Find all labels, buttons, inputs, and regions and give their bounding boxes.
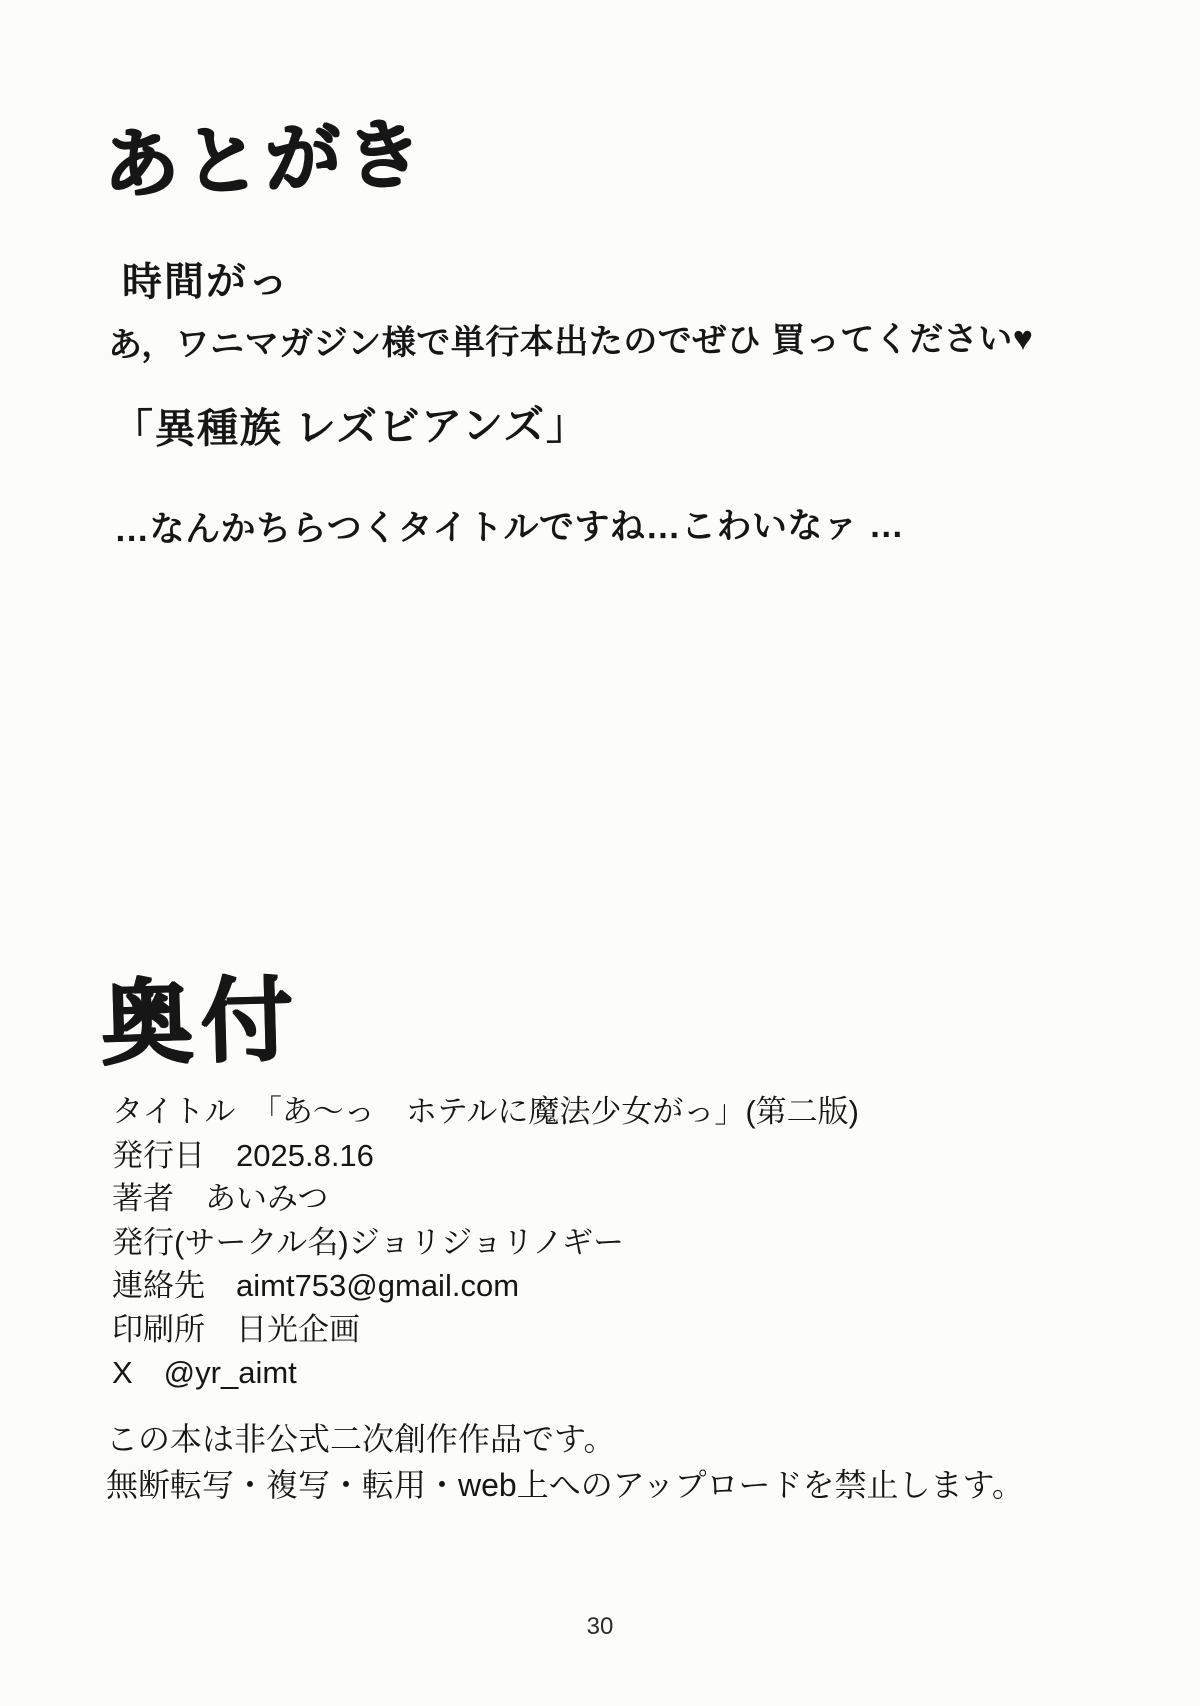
notice-line-1: この本は非公式二次創作作品です。 [106, 1421, 616, 1457]
colophon-line-book-title: タイトル 「あ～っ ホテルに魔法少女がっ」(第二版) [112, 1094, 859, 1129]
afterword-title: あとがき [100, 111, 428, 208]
afterword-line-2: あ，ワニマガジン様で単行本出たのでぜひ 買ってください♥ [107, 319, 1034, 365]
copyright-notice [106, 1416, 1024, 1508]
colophon-line-contact-email: 連絡先 aimt753@gmail.com [112, 1268, 520, 1303]
colophon-line-publish-date: 発行日 2025.8.16 [112, 1137, 374, 1173]
afterword-line-1: 時間がっ [121, 259, 291, 305]
page-number: 30 [586, 1613, 614, 1640]
colophon-line-circle: 発行(サークル名)ジョリジョリノギー [112, 1224, 624, 1260]
notice-line-2: 無断転写・複写・転用・web上へのアップロードを禁止します。 [106, 1467, 1024, 1503]
colophon-info-block [112, 1090, 859, 1395]
afterword-line-4: …なんかちらつくタイトルですね…こわいなァ … [113, 505, 905, 550]
colophon-line-author: 著者 あいみつ [112, 1181, 329, 1216]
colophon-line-printer: 印刷所 日光企画 [112, 1311, 360, 1347]
colophon-line-x-handle: X @yr_aimt [112, 1355, 297, 1390]
afterword-line-3: 「異種族 レズビアンズ」 [111, 401, 589, 453]
colophon-title: 奥付 [98, 968, 302, 1076]
